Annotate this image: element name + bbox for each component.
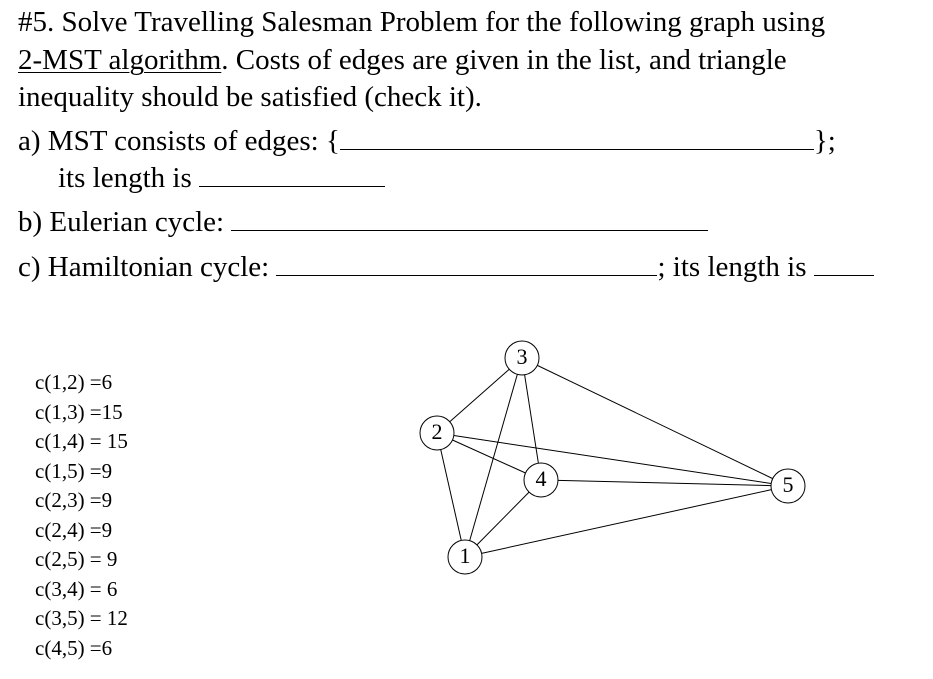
- graph-edge-1-5: [482, 490, 772, 554]
- graph-node-label: 5: [782, 472, 794, 498]
- edge-cost-item: c(1,5) =9: [35, 458, 113, 483]
- question-c-label: c) Hamiltonian cycle:: [18, 251, 270, 283]
- graph-node-1: [448, 540, 482, 574]
- graph-node-4: [524, 463, 558, 497]
- graph-edge-4-5: [558, 480, 771, 485]
- graph-edge-3-4: [525, 375, 539, 463]
- graph-edge-1-3: [470, 374, 518, 540]
- graph-node-label: 4: [535, 466, 547, 492]
- graph-nodes: [420, 341, 805, 574]
- edge-cost-item: c(1,2) =6: [35, 370, 113, 394]
- graph-edge-3-5: [537, 365, 772, 478]
- graph-node-5: [771, 469, 805, 503]
- graph-node-label: 2: [431, 419, 443, 445]
- algorithm-name: 2-MST algorithm: [18, 44, 222, 76]
- problem-title-line-3: inequality should be satisfied (check it).: [18, 81, 482, 113]
- problem-title-line-2-rest: . Costs of edges are given in the list, and triangle: [221, 44, 787, 76]
- edge-cost-item: c(2,3) =9: [35, 488, 113, 512]
- edge-cost-item: c(1,3) =15: [35, 399, 123, 424]
- graph-edges: [441, 365, 773, 553]
- edge-cost-item: c(1,4) = 15: [35, 429, 128, 453]
- question-a-close: };: [813, 125, 836, 157]
- question-a-label: a) MST consists of edges: {: [18, 125, 340, 157]
- graph-node-2: [420, 416, 454, 450]
- edge-cost-item: c(3,4) = 6: [35, 576, 118, 601]
- edge-cost-item: c(3,5) = 12: [35, 606, 128, 630]
- edge-cost-item: c(4,5) =6: [35, 635, 113, 660]
- graph-edge-2-5: [454, 436, 771, 484]
- edge-cost-item: c(2,4) =9: [35, 517, 113, 542]
- graph-node-3: [505, 341, 539, 375]
- mst-length-label: its length is: [58, 162, 192, 194]
- graph-edge-1-4: [477, 492, 529, 545]
- edge-cost-item: c(2,5) = 9: [35, 547, 118, 571]
- problem-title-line-1: #5. Solve Travelling Salesman Problem for the following graph using: [18, 6, 826, 38]
- graph-node-label: 3: [516, 344, 528, 370]
- graph-edge-1-2: [441, 450, 462, 541]
- graph-node-label: 1: [459, 543, 471, 569]
- graph-edge-2-3: [450, 369, 510, 422]
- question-b-label: b) Eulerian cycle:: [18, 206, 225, 238]
- question-c-mid: ; its length is: [657, 251, 807, 283]
